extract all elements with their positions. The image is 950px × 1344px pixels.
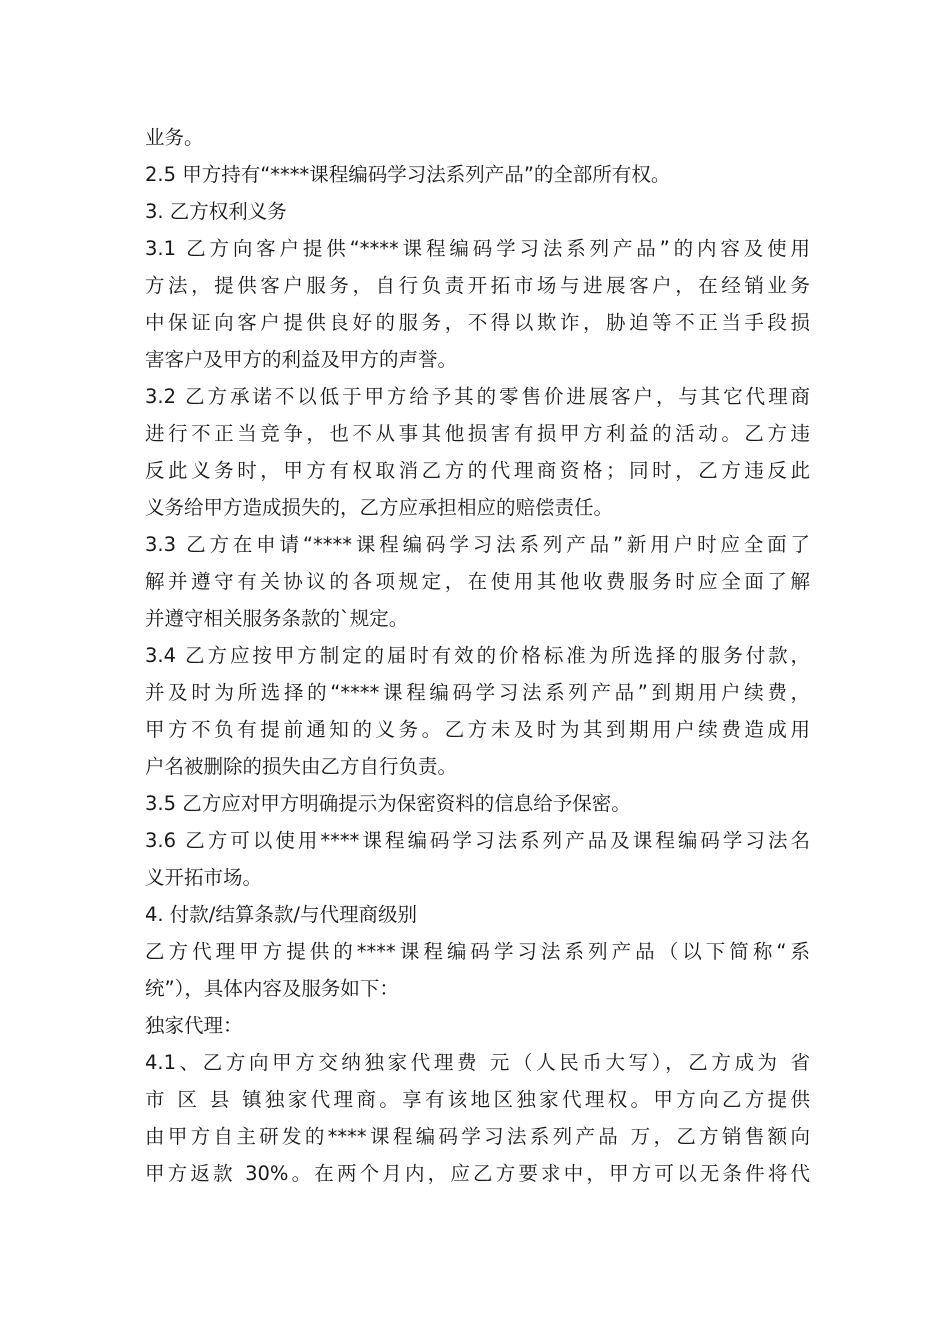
document-line: 3.3 乙方在申请“****课程编码学习法系列产品”新用户时应全面了 bbox=[145, 533, 810, 556]
document-line: 3.1 乙方向客户提供“****课程编码学习法系列产品”的内容及使用 bbox=[145, 237, 810, 260]
document-line: 户名被删除的损失由乙方自行负责。 bbox=[145, 755, 458, 778]
document-line: 3.5 乙方应对甲方明确提示为保密资料的信息给予保密。 bbox=[145, 792, 631, 815]
document-line: 2.5 甲方持有“****课程编码学习法系列产品”的全部所有权。 bbox=[145, 163, 671, 186]
document-line: 3.6 乙方可以使用****课程编码学习法系列产品及课程编码学习法名 bbox=[145, 829, 810, 852]
document-line: 义务给甲方造成损失的，乙方应承担相应的赔偿责任。 bbox=[145, 496, 614, 519]
document-line: 4.1、乙方向甲方交纳独家代理费 元（人民币大写），乙方成为 省 bbox=[145, 1051, 810, 1074]
document-line: 3.4 乙方应按甲方制定的届时有效的价格标准为所选择的服务付款， bbox=[145, 644, 810, 667]
document-line: 害客户及甲方的利益及甲方的声誉。 bbox=[145, 348, 458, 371]
document-line: 业务。 bbox=[145, 126, 204, 149]
document-line: 甲方不负有提前通知的义务。乙方未及时为其到期用户续费造成用 bbox=[145, 718, 810, 741]
document-line: 市 区 县 镇独家代理商。享有该地区独家代理权。甲方向乙方提供 bbox=[145, 1088, 810, 1111]
document-line: 方法，提供客户服务，自行负责开拓市场与进展客户，在经销业务 bbox=[145, 274, 810, 297]
document-line: 中保证向客户提供良好的服务，不得以欺诈，胁迫等不正当手段损 bbox=[145, 311, 810, 334]
document-line: 统”），具体内容及服务如下： bbox=[145, 977, 399, 1000]
document-line: 3.2 乙方承诺不以低于甲方给予其的零售价进展客户，与其它代理商 bbox=[145, 385, 810, 408]
document-line: 乙方代理甲方提供的****课程编码学习法系列产品（以下简称“系 bbox=[145, 940, 810, 963]
document-line: 进行不正当竞争，也不从事其他损害有损甲方利益的活动。乙方违 bbox=[145, 422, 810, 445]
document-line: 并遵守相关服务条款的`规定。 bbox=[145, 607, 409, 630]
document-line: 4. 付款/结算条款/与代理商级别 bbox=[145, 903, 417, 926]
document-line: 反此义务时，甲方有权取消乙方的代理商资格；同时，乙方违反此 bbox=[145, 459, 810, 482]
document-line: 由甲方自主研发的****课程编码学习法系列产品 万，乙方销售额向 bbox=[145, 1125, 810, 1148]
document-body bbox=[145, 119, 810, 1192]
document-line: 并及时为所选择的“****课程编码学习法系列产品”到期用户续费， bbox=[145, 681, 810, 704]
document-line: 3. 乙方权利义务 bbox=[145, 200, 287, 223]
document-line: 甲方返款 30%。在两个月内，应乙方要求中，甲方可以无条件将代 bbox=[145, 1162, 810, 1185]
document-line: 解并遵守有关协议的各项规定，在使用其他收费服务时应全面了解 bbox=[145, 570, 810, 593]
document-line: 独家代理： bbox=[145, 1014, 243, 1037]
document-line: 义开拓市场。 bbox=[145, 866, 263, 889]
